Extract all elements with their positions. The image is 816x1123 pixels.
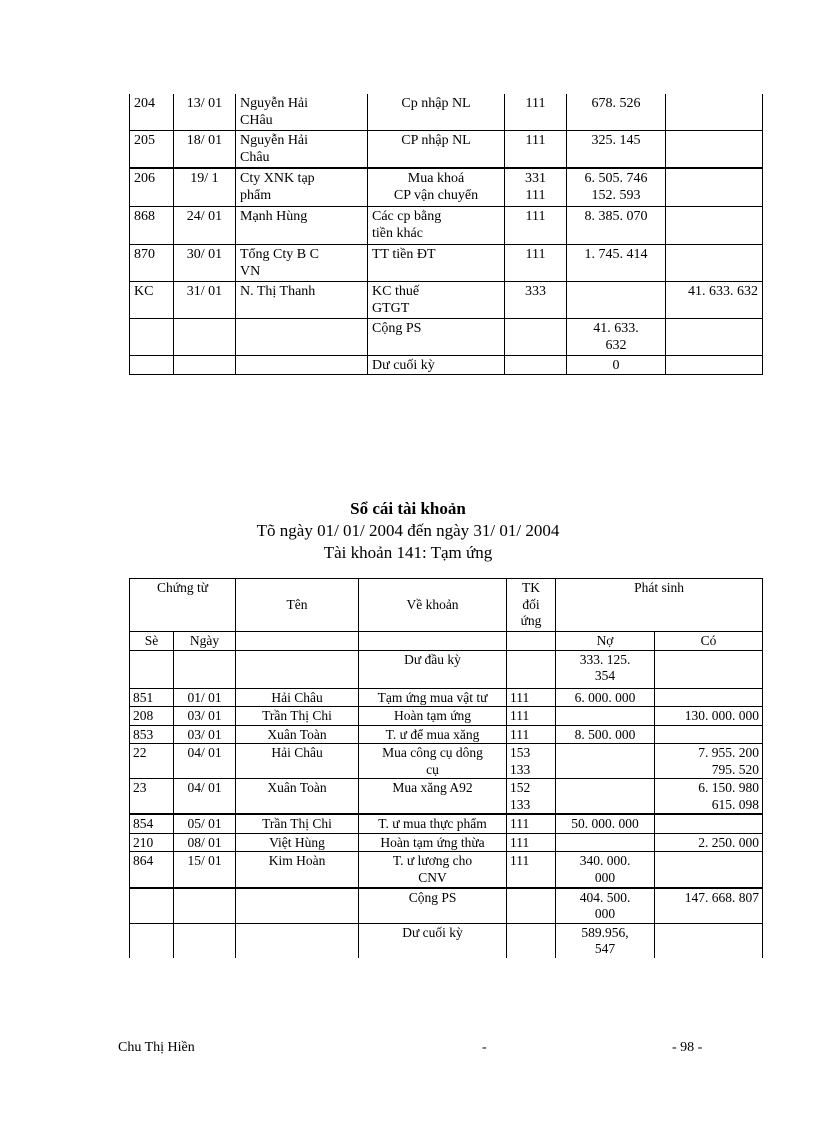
cell-no [567, 130, 666, 168]
cell-ngay: 08/ 01 [174, 833, 236, 852]
cell-ten-line: Châu [240, 149, 270, 165]
header-tk-line: TK [522, 580, 541, 595]
cell-no [556, 688, 655, 707]
header-tk-line: đối [522, 596, 540, 612]
cell-ve-khoan-line: Dư cuối kỳ [402, 924, 463, 940]
cell-ve-khoan [368, 318, 505, 355]
table-row [130, 725, 763, 744]
cell-ten-line: N. Thị Thanh [240, 283, 316, 299]
cell-ve-khoan [359, 833, 507, 852]
cell-no-line: 1. 745. 414 [584, 246, 648, 262]
cell-so: 853 [130, 725, 174, 744]
cell-ve-khoan-line: Hoàn tạm ứng thừa [380, 834, 485, 850]
cell-ve-khoan-line: CNV [418, 869, 447, 885]
cell-ten-line: Hải Châu [271, 745, 323, 760]
header-empty [236, 632, 359, 651]
cell-tk [507, 725, 556, 744]
header-phat-sinh: Phát sinh [556, 579, 763, 632]
cell-ten-line: Nguyễn Hải [240, 132, 309, 148]
cell-ve-khoan-line: Hoàn tạm ứng [393, 708, 472, 723]
cell-so: 851 [130, 688, 174, 707]
cell-co [666, 206, 763, 244]
cell-no [556, 725, 655, 744]
cell-tk [507, 688, 556, 707]
cell-co [655, 725, 763, 744]
cell-co [666, 355, 763, 374]
cell-co-line: 2. 250. 000 [698, 834, 760, 850]
cell-tk-line: 111 [510, 726, 530, 742]
cell-ten-line: Xuân Toàn [267, 726, 327, 742]
cell-tk [505, 168, 567, 206]
cell-co-line: 795. 520 [711, 761, 760, 777]
cell-no [556, 744, 655, 779]
cell-ve-khoan-line: TT tiền ĐT [372, 246, 436, 262]
cell-co-line: 615. 098 [711, 796, 760, 812]
ledger-title-block [0, 498, 816, 564]
cell-ngay: 24/ 01 [174, 206, 236, 244]
cell-tk [507, 650, 556, 688]
cell-ngay: 13/ 01 [174, 94, 236, 130]
cell-no-line: 000 [594, 869, 616, 885]
cell-ten [236, 814, 359, 833]
cell-ten-line: Trần Thị Chi [262, 816, 332, 831]
cell-no [556, 814, 655, 833]
table-row [130, 833, 763, 852]
cell-tk-line: 133 [510, 761, 531, 777]
table-row [130, 707, 763, 726]
cell-co [655, 814, 763, 833]
cell-co-line: 41. 633. 632 [688, 283, 758, 299]
cell-so: 206 [130, 168, 174, 206]
cell-co [655, 707, 763, 726]
cell-tk [507, 779, 556, 815]
cell-ten [236, 707, 359, 726]
header-co: Có [655, 632, 763, 651]
cell-so: 870 [130, 244, 174, 281]
table-row [130, 923, 763, 958]
cell-no [567, 94, 666, 130]
cell-no-line: 6. 505. 746 [584, 171, 648, 186]
cell-co [666, 281, 763, 318]
cell-ngay: 04/ 01 [174, 779, 236, 815]
table-row [130, 206, 763, 244]
cell-tk [505, 281, 567, 318]
cell-ngay: 05/ 01 [174, 814, 236, 833]
cell-so: 208 [130, 707, 174, 726]
cell-tk [505, 206, 567, 244]
cell-ve-khoan-line: Dư đầu kỳ [404, 651, 461, 667]
cell-ten [236, 650, 359, 688]
cell-ngay: 01/ 01 [174, 688, 236, 707]
cell-ve-khoan [359, 852, 507, 888]
cell-ten [236, 779, 359, 815]
cell-ve-khoan-line: tiền khác [372, 225, 423, 241]
cell-no-line: 325. 145 [591, 132, 641, 148]
cell-no [556, 923, 655, 958]
table-row [130, 168, 763, 206]
cell-no-line: 589.956, [581, 924, 629, 940]
cell-ve-khoan-line: cụ [426, 761, 439, 777]
cell-ten-line: Tổng Cty B C [240, 246, 319, 262]
ledger-account: Tài khoản 141: Tạm ứng [323, 543, 493, 562]
cell-ngay: 18/ 01 [174, 130, 236, 168]
cell-so: 205 [130, 130, 174, 168]
header-ve-khoan: Về khoản [359, 579, 507, 632]
cell-tk-line: 111 [510, 853, 530, 868]
cell-ve-khoan [368, 130, 505, 168]
table-row [130, 814, 763, 833]
ledger-continuation-table [129, 94, 763, 375]
cell-no-line: 678. 526 [591, 96, 641, 111]
cell-tk-line: 111 [510, 834, 530, 850]
table-row [130, 852, 763, 888]
cell-no-line: 340. 000. [579, 853, 631, 868]
cell-co [655, 650, 763, 688]
table-row [130, 779, 763, 815]
cell-tk-line: 152 [510, 780, 531, 795]
table-row [130, 650, 763, 688]
cell-ten [236, 923, 359, 958]
cell-tk [507, 814, 556, 833]
cell-so: KC [130, 281, 174, 318]
cell-ten [236, 688, 359, 707]
cell-so: 23 [130, 779, 174, 815]
cell-no-line: 152. 593 [591, 188, 641, 203]
cell-no [556, 888, 655, 924]
cell-tk-line: 111 [525, 188, 546, 203]
cell-tk-line: 111 [510, 816, 530, 831]
header-ngay: Ngày [174, 632, 236, 651]
cell-tk [507, 923, 556, 958]
cell-co [655, 923, 763, 958]
cell-tk-line: 111 [525, 246, 546, 262]
cell-ten-line: Nguyễn Hải [240, 96, 309, 111]
cell-ve-khoan [359, 725, 507, 744]
cell-ngay [174, 650, 236, 688]
cell-ten-line: Kim Hoàn [268, 853, 326, 868]
cell-ngay: 15/ 01 [174, 852, 236, 888]
cell-so [130, 888, 174, 924]
cell-ve-khoan-line: Các cp bằng [372, 208, 442, 224]
table-row [130, 281, 763, 318]
cell-tk [507, 707, 556, 726]
cell-ve-khoan-line: CP vận chuyển [393, 188, 479, 203]
table-row [130, 318, 763, 355]
cell-so: 854 [130, 814, 174, 833]
cell-co [655, 888, 763, 924]
cell-co [655, 852, 763, 888]
header-tk-doi-ung [507, 579, 556, 632]
cell-ve-khoan-line: Tạm ứng mua vật tư [377, 689, 488, 705]
cell-no [556, 833, 655, 852]
cell-no-line: 8. 385. 070 [584, 208, 648, 224]
cell-ve-khoan [368, 94, 505, 130]
cell-ten [236, 168, 368, 206]
cell-tk [507, 833, 556, 852]
cell-ten-line: CHâu [240, 113, 273, 128]
cell-no [567, 281, 666, 318]
cell-co [666, 244, 763, 281]
cell-tk-line: 153 [510, 745, 531, 760]
cell-ve-khoan-line: Cộng PS [408, 889, 457, 905]
footer-author: Chu Thị Hiền [118, 1040, 195, 1055]
table-row [130, 888, 763, 924]
cell-no [556, 707, 655, 726]
cell-so [130, 318, 174, 355]
cell-ve-khoan [359, 688, 507, 707]
table-row [130, 744, 763, 779]
header-empty [359, 632, 507, 651]
cell-ten [236, 94, 368, 130]
cell-co [655, 688, 763, 707]
cell-ve-khoan-line: T. ư lương cho [392, 853, 473, 868]
cell-no-line: 41. 633. [593, 320, 639, 336]
cell-ve-khoan-line: CP nhập NL [401, 132, 471, 148]
cell-tk-line: 111 [525, 208, 546, 224]
table-row [130, 355, 763, 374]
cell-ten-line: Cty XNK tạp [240, 171, 315, 186]
cell-ve-khoan-line: GTGT [372, 300, 410, 316]
cell-so [130, 355, 174, 374]
table-row [130, 688, 763, 707]
cell-ve-khoan-line: Mua công cụ dông [382, 745, 483, 760]
cell-ngay [174, 355, 236, 374]
cell-ngay [174, 888, 236, 924]
cell-no-line: 404. 500. [579, 889, 631, 905]
cell-ve-khoan [368, 244, 505, 281]
table-row [130, 94, 763, 130]
cell-ve-khoan [359, 888, 507, 924]
cell-ve-khoan [368, 168, 505, 206]
cell-co [666, 318, 763, 355]
cell-ngay: 19/ 1 [174, 168, 236, 206]
cell-ngay: 03/ 01 [174, 725, 236, 744]
header-empty [507, 632, 556, 651]
cell-no-line: 6. 000. 000 [574, 689, 636, 705]
cell-ngay: 30/ 01 [174, 244, 236, 281]
header-tk-line: ứng [520, 613, 542, 628]
cell-ten-line: phẩm [240, 188, 272, 203]
cell-tk-line: 111 [510, 689, 530, 705]
cell-ve-khoan-line: Mua xăng A92 [392, 780, 473, 795]
cell-co [666, 168, 763, 206]
cell-tk-line: 133 [510, 796, 531, 812]
cell-co [666, 130, 763, 168]
ledger-title: Sổ cái tài khoản [350, 499, 466, 518]
cell-no-line: 632 [605, 337, 627, 353]
cell-so [130, 650, 174, 688]
cell-ten-line: Hải Châu [271, 689, 323, 705]
cell-no-line: 354 [594, 668, 616, 683]
cell-ten [236, 355, 368, 374]
table-row [130, 130, 763, 168]
cell-ve-khoan [359, 814, 507, 833]
cell-tk [507, 852, 556, 888]
cell-tk [507, 888, 556, 924]
cell-tk-line: 111 [525, 132, 546, 148]
cell-ten-line: VN [240, 263, 261, 279]
cell-ten-line: Mạnh Hùng [240, 208, 308, 224]
header-so: Sè [130, 632, 174, 651]
cell-co [655, 779, 763, 815]
cell-so: 864 [130, 852, 174, 888]
cell-ve-khoan [368, 281, 505, 318]
cell-ten-line: Xuân Toàn [267, 780, 327, 795]
cell-so: 868 [130, 206, 174, 244]
cell-no [567, 168, 666, 206]
cell-tk [505, 318, 567, 355]
cell-ve-khoan-line: Dư cuối kỳ [372, 357, 435, 373]
cell-ve-khoan-line: Mua khoá [407, 171, 465, 186]
cell-ve-khoan [359, 650, 507, 688]
ledger-period: Tõ ngày 01/ 01/ 2004 đến ngày 31/ 01/ 2004 [256, 521, 560, 540]
cell-co-line: 7. 955. 200 [698, 745, 760, 760]
cell-tk [505, 244, 567, 281]
header-ten: Tên [236, 579, 359, 632]
footer-separator: - [482, 1040, 487, 1055]
cell-no [567, 318, 666, 355]
cell-so [130, 923, 174, 958]
cell-ten [236, 888, 359, 924]
header-chung-tu: Chứng từ [130, 579, 236, 632]
header-row [130, 579, 763, 632]
cell-tk-line: 333 [525, 283, 546, 299]
subheader-row [130, 632, 763, 651]
cell-tk-line: 331 [525, 171, 546, 186]
cell-so: 22 [130, 744, 174, 779]
cell-tk-line: 111 [510, 708, 530, 723]
cell-ngay [174, 923, 236, 958]
cell-ten [236, 281, 368, 318]
cell-co [655, 744, 763, 779]
table-row [130, 244, 763, 281]
cell-no-line: 547 [594, 941, 616, 956]
cell-tk [507, 744, 556, 779]
cell-so: 204 [130, 94, 174, 130]
cell-ve-khoan-line: T. ư mua thực phẩm [378, 816, 487, 831]
cell-no [556, 779, 655, 815]
cell-ve-khoan [368, 206, 505, 244]
cell-ve-khoan-line: Cộng PS [372, 320, 422, 336]
cell-ve-khoan [359, 707, 507, 726]
cell-ve-khoan [359, 923, 507, 958]
cell-ten [236, 744, 359, 779]
ledger-table-141 [129, 578, 763, 958]
cell-co [655, 833, 763, 852]
cell-no-line: 000 [594, 906, 616, 921]
cell-no-line: 50. 000. 000 [571, 816, 639, 831]
cell-ve-khoan-line: T. ư để mua xăng [385, 726, 480, 742]
cell-co [666, 94, 763, 130]
cell-ten [236, 244, 368, 281]
cell-ngay: 03/ 01 [174, 707, 236, 726]
cell-ve-khoan-line: KC thuế [372, 283, 420, 299]
cell-ten [236, 130, 368, 168]
cell-tk [505, 130, 567, 168]
cell-no [567, 206, 666, 244]
cell-no [556, 852, 655, 888]
cell-ngay: 31/ 01 [174, 281, 236, 318]
cell-tk-line: 111 [525, 96, 546, 111]
cell-no [556, 650, 655, 688]
cell-no-line: 333. 125. [579, 651, 631, 667]
cell-ten [236, 318, 368, 355]
cell-ten [236, 725, 359, 744]
cell-tk [505, 355, 567, 374]
cell-co-line: 130. 000. 000 [684, 708, 760, 723]
footer-page-number: - 98 - [672, 1040, 703, 1055]
cell-ten [236, 206, 368, 244]
cell-tk [505, 94, 567, 130]
cell-no-line: 8. 500. 000 [574, 726, 636, 742]
cell-no-line: 0 [612, 357, 620, 373]
cell-ten [236, 852, 359, 888]
header-no: Nợ [556, 632, 655, 651]
cell-ten-line: Việt Hùng [269, 834, 325, 850]
cell-so: 210 [130, 833, 174, 852]
cell-no [567, 355, 666, 374]
cell-ten [236, 833, 359, 852]
cell-ten-line: Trần Thị Chi [262, 708, 332, 723]
cell-ve-khoan [368, 355, 505, 374]
cell-ngay [174, 318, 236, 355]
cell-no [567, 244, 666, 281]
cell-ve-khoan-line: Cp nhập NL [401, 96, 471, 111]
cell-co-line: 147. 668. 807 [684, 889, 760, 905]
cell-ngay: 04/ 01 [174, 744, 236, 779]
cell-ve-khoan [359, 744, 507, 779]
cell-ve-khoan [359, 779, 507, 815]
cell-co-line: 6. 150. 980 [698, 780, 760, 795]
